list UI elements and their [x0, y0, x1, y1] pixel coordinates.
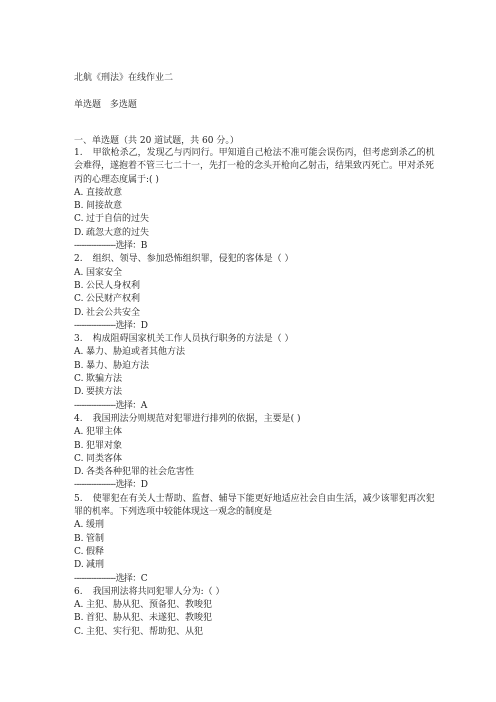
- option-text: 首犯、胁从犯、未遂犯、教唆犯: [86, 613, 213, 624]
- answer-option: [74, 440, 436, 453]
- answer-line: [74, 400, 436, 413]
- answer-option: [74, 280, 436, 293]
- question-list: [74, 147, 436, 639]
- option-text: 犯罪对象: [86, 440, 123, 451]
- answer-option: [74, 599, 436, 612]
- question-stem: [74, 253, 436, 266]
- question-stem: [74, 493, 436, 520]
- question-text: 我国刑法将共同犯罪人分为:（ ）: [92, 586, 225, 597]
- question-text: 组织、领导、参加恐怖组织罪，侵犯的客体是（ ）: [92, 254, 294, 265]
- option-text: 暴力、胁迫或者其他方法: [86, 347, 186, 358]
- answer-option: [74, 187, 436, 200]
- option-letter: D.: [74, 467, 84, 478]
- answer-prefix: -----------------选择：: [74, 480, 141, 491]
- answer-option: [74, 626, 436, 639]
- question-number: 1.: [74, 148, 83, 158]
- question-item: [74, 413, 436, 493]
- option-text: 主犯、胁从犯、预备犯、教唆犯: [86, 600, 213, 611]
- answer-option: [74, 612, 436, 625]
- question-item: [74, 253, 436, 333]
- option-letter: A.: [74, 267, 84, 278]
- option-letter: C.: [74, 453, 84, 464]
- option-text: 犯罪主体: [86, 427, 123, 438]
- answer-option: [74, 267, 436, 280]
- option-letter: A.: [74, 600, 84, 611]
- question-number: 5.: [74, 493, 83, 504]
- option-letter: C.: [74, 214, 84, 225]
- option-text: 国家安全: [86, 267, 123, 278]
- answer-option: [74, 559, 436, 572]
- answer-option: [74, 453, 436, 466]
- option-text: 过于自信的过失: [86, 214, 150, 225]
- option-text: 假释: [86, 546, 105, 557]
- answer-option: [74, 213, 436, 226]
- nav-multiple-choice[interactable]: 多选题: [109, 100, 137, 110]
- answer-option: [74, 227, 436, 240]
- answer-prefix: -----------------选择：: [74, 400, 141, 411]
- option-letter: B.: [74, 533, 84, 544]
- option-text: 暴力、胁迫方法: [86, 360, 150, 371]
- option-text: 间接故意: [86, 201, 123, 212]
- answer-line: [74, 320, 436, 333]
- answer-option: [74, 533, 436, 546]
- option-text: 同类客体: [86, 453, 123, 464]
- answer-option: [74, 426, 436, 439]
- question-stem: [74, 147, 436, 187]
- answer-option: [74, 466, 436, 479]
- option-letter: A.: [74, 347, 84, 358]
- answer-value: A: [140, 400, 147, 411]
- option-letter: C.: [74, 294, 84, 305]
- option-text: 主犯、实行犯、帮助犯、从犯: [86, 626, 204, 637]
- answer-option: [74, 360, 436, 373]
- question-type-nav: [74, 99, 436, 111]
- answer-option: [74, 519, 436, 532]
- option-letter: C.: [74, 374, 84, 385]
- option-letter: B.: [74, 280, 84, 291]
- option-text: 公民财产权利: [86, 294, 141, 305]
- question-text: 甲欲枪杀乙，发现乙与丙同行。甲知道自己枪法不准可能会误伤丙，但考虑到杀乙的机会难得，遂抱着不管三七二十一，先打一枪的念头开枪向乙射击，结果致丙死亡。甲对杀死丙的心理态度属于:( ): [74, 148, 435, 185]
- option-letter: B.: [74, 613, 84, 624]
- option-letter: D.: [74, 387, 84, 398]
- answer-prefix: -----------------选择：: [74, 241, 141, 252]
- answer-option: [74, 373, 436, 386]
- option-text: 社会公共安全: [86, 307, 141, 318]
- answer-prefix: -----------------选择：: [74, 573, 141, 584]
- option-letter: D.: [74, 560, 84, 571]
- section-header: 一、单选题（共 20 道试题，共 60 分。）: [74, 136, 239, 146]
- option-letter: C.: [74, 626, 84, 637]
- question-item: [74, 147, 436, 253]
- question-item: [74, 586, 436, 639]
- option-letter: A.: [74, 520, 84, 531]
- answer-option: [74, 546, 436, 559]
- answer-line: [74, 479, 436, 492]
- question-number: 2.: [74, 254, 83, 265]
- answer-line: [74, 240, 436, 253]
- option-letter: A.: [74, 427, 84, 438]
- question-stem: [74, 413, 436, 426]
- answer-prefix: -----------------选择：: [74, 320, 141, 331]
- question-number: 4.: [74, 413, 83, 424]
- answer-option: [74, 200, 436, 213]
- question-stem: [74, 586, 436, 599]
- answer-value: D: [140, 480, 148, 491]
- question-text: 使罪犯在有关人士帮助、监督、辅导下能更好地适应社会自由生活，减少该罪犯再次犯罪的机率。下列选项中较能体现这一观念的制度是: [74, 493, 435, 518]
- answer-option: [74, 307, 436, 320]
- answer-value: B: [140, 241, 147, 252]
- option-letter: C.: [74, 546, 84, 557]
- option-text: 欺骗方法: [86, 374, 123, 385]
- nav-single-choice[interactable]: 单选题: [74, 100, 102, 110]
- option-text: 管制: [86, 533, 105, 544]
- option-text: 要挟方法: [86, 387, 123, 398]
- question-stem: [74, 333, 436, 346]
- question-item: [74, 493, 436, 586]
- answer-value: D: [140, 320, 148, 331]
- question-text: 构成阻碍国家机关工作人员执行职务的方法是（ ）: [92, 334, 294, 345]
- option-letter: B.: [74, 201, 84, 212]
- answer-option: [74, 386, 436, 399]
- option-text: 公民人身权利: [86, 280, 141, 291]
- question-number: 6.: [74, 586, 83, 597]
- option-text: 减刑: [86, 560, 105, 571]
- answer-value: C: [140, 573, 147, 584]
- question-text: 我国刑法分则规范对犯罪进行排列的依据，主要是( ): [92, 413, 301, 424]
- option-letter: B.: [74, 440, 84, 451]
- option-text: 直接故意: [86, 187, 123, 198]
- option-letter: B.: [74, 360, 84, 371]
- option-letter: D.: [74, 227, 84, 238]
- answer-line: [74, 573, 436, 586]
- answer-option: [74, 346, 436, 359]
- option-letter: A.: [74, 187, 84, 198]
- document-title: 北航《刑法》在线作业二: [74, 73, 174, 83]
- question-item: [74, 333, 436, 413]
- option-text: 缓刑: [86, 520, 105, 531]
- option-text: 各类各种犯罪的社会危害性: [86, 467, 195, 478]
- option-letter: D.: [74, 307, 84, 318]
- option-text: 疏忽大意的过失: [86, 227, 150, 238]
- question-number: 3.: [74, 334, 83, 345]
- answer-option: [74, 293, 436, 306]
